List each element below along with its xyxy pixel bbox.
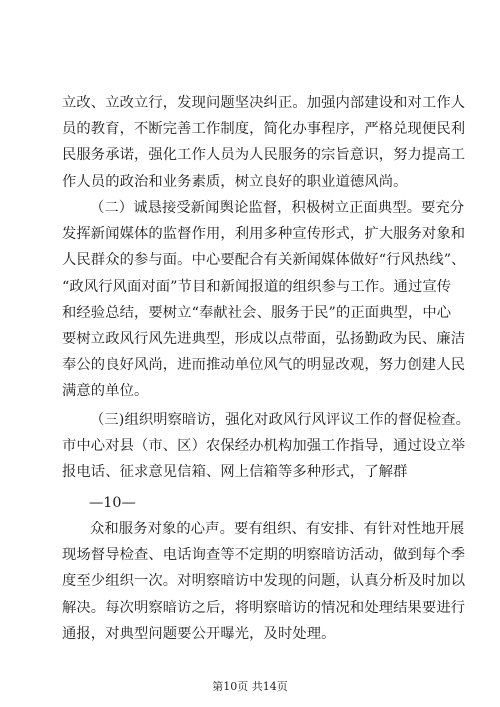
paragraph-continuation (62, 90, 466, 195)
text-line: 满意的单位。 (62, 383, 149, 400)
text-line: 要树立政风行风先进典型，形成以点带面，弘扬勤政为民、廉洁 (62, 330, 466, 347)
text-line: 作人员的政治和业务素质，树立良好的职业道德风尚。 (62, 173, 408, 190)
paragraph-continuation-2 (62, 516, 466, 647)
text-line: （三)组织明察暗访，强化对政风行风评议工作的督促检查。 (90, 412, 470, 428)
text-line: 度至少组织一次。对明察暗访中发现的问题，认真分析及时加以 (62, 573, 466, 590)
text-line: 市中心对县（市、区）农保经办机构加强工作指导，通过设立举 (62, 438, 466, 455)
text-line: 和经验总结，要树立“奉献社会、服务于民”的正面典型，中心 (62, 304, 452, 321)
inline-page-number: —10— (89, 495, 136, 511)
text-line: 奉公的良好风尚，进而推动单位风气的明显改观，努力创建人民 (62, 357, 466, 374)
paragraph-inspection (62, 407, 470, 486)
page-footer: 第10页 共14页 (212, 680, 288, 693)
text-line: 民服务承诺，强化工作人员为人民服务的宗旨意识，努力提高工 (62, 147, 466, 164)
text-line: 发挥新闻媒体的监督作用，利用多种宣传形式，扩大服务对象和 (62, 226, 466, 243)
text-line: 通报，对典型问题要公开曝光，及时处理。 (62, 625, 336, 642)
text-line: 众和服务对象的心声。要有组织、有安排、有针对性地开展 (90, 521, 465, 537)
text-line: 立改、立改立行，发现问题坚决纠正。加强内部建设和对工作人 (62, 95, 466, 111)
text-line: （二）诚恳接受新闻舆论监督，积极树立正面典型。要充分 (90, 200, 465, 216)
text-line: “政风行风面对面”节目和新闻报道的组织参与工作。通过宣传 (62, 278, 452, 295)
text-line: 现场督导检查、电话询查等不定期的明察暗访活动，做到每个季 (62, 547, 466, 564)
text-line: 员的教育，不断完善工作制度，简化办事程序，严格兑现便民利 (62, 121, 466, 138)
text-line: 人民群众的参与面。中心要配合有关新闻媒体做好“行风热线”、 (62, 252, 466, 269)
text-line: 报电话、征求意见信箱、网上信箱等多种形式，了解群 (62, 464, 408, 481)
text-line: 解决。每次明察暗访之后，将明察暗访的情况和处理结果要进行 (62, 599, 466, 616)
paragraph-media-supervision (62, 195, 466, 405)
